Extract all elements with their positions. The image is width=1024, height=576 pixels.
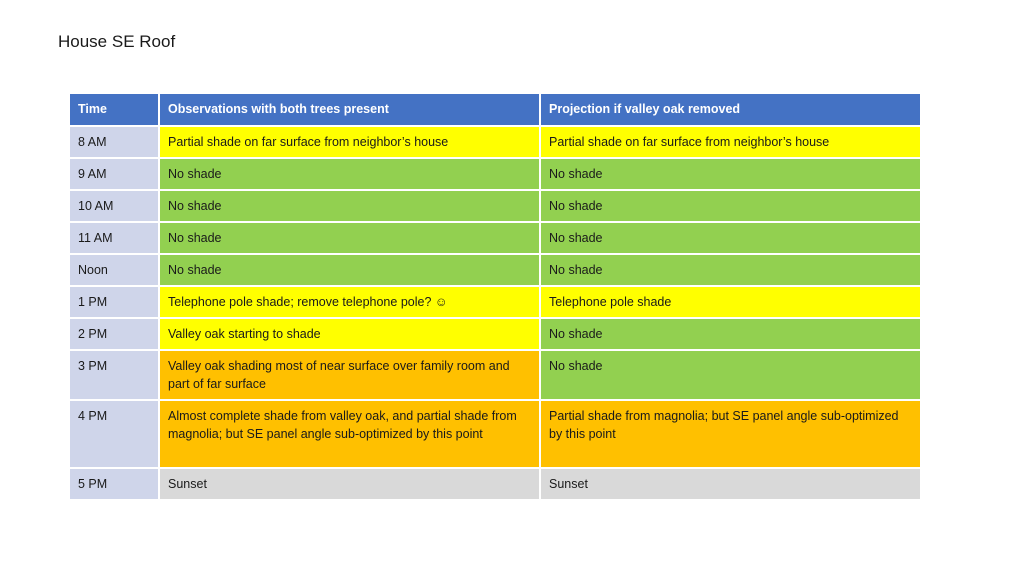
table-row bbox=[69, 126, 921, 158]
observation-cell: Telephone pole shade; remove telephone pole? ☺ bbox=[159, 286, 540, 318]
table-row bbox=[69, 400, 921, 468]
observation-cell: Partial shade on far surface from neighbor’s house bbox=[159, 126, 540, 158]
time-cell: Noon bbox=[69, 254, 159, 286]
table-row bbox=[69, 318, 921, 350]
table-row bbox=[69, 468, 921, 500]
projection-cell: Partial shade on far surface from neighbor’s house bbox=[540, 126, 921, 158]
table-row bbox=[69, 222, 921, 254]
projection-cell: No shade bbox=[540, 222, 921, 254]
projection-cell: Telephone pole shade bbox=[540, 286, 921, 318]
observation-cell: No shade bbox=[159, 254, 540, 286]
projection-cell: Partial shade from magnolia; but SE panel angle sub-optimized by this point bbox=[540, 400, 921, 468]
time-cell: 9 AM bbox=[69, 158, 159, 190]
projection-cell: No shade bbox=[540, 190, 921, 222]
table-row bbox=[69, 190, 921, 222]
time-cell: 4 PM bbox=[69, 400, 159, 468]
projection-cell: No shade bbox=[540, 254, 921, 286]
projection-cell: Sunset bbox=[540, 468, 921, 500]
time-cell: 11 AM bbox=[69, 222, 159, 254]
observation-cell: Valley oak starting to shade bbox=[159, 318, 540, 350]
time-cell: 3 PM bbox=[69, 350, 159, 400]
time-cell: 10 AM bbox=[69, 190, 159, 222]
shade-table bbox=[68, 94, 922, 501]
observation-cell: No shade bbox=[159, 158, 540, 190]
projection-cell: No shade bbox=[540, 158, 921, 190]
header-projection: Projection if valley oak removed bbox=[540, 94, 921, 126]
table-header-row bbox=[69, 94, 921, 126]
table-row bbox=[69, 350, 921, 400]
time-cell: 1 PM bbox=[69, 286, 159, 318]
observation-cell: Valley oak shading most of near surface over family room and part of far surface bbox=[159, 350, 540, 400]
observation-cell: No shade bbox=[159, 222, 540, 254]
time-cell: 8 AM bbox=[69, 126, 159, 158]
projection-cell: No shade bbox=[540, 350, 921, 400]
table-row bbox=[69, 286, 921, 318]
projection-cell: No shade bbox=[540, 318, 921, 350]
observation-cell: No shade bbox=[159, 190, 540, 222]
header-observations: Observations with both trees present bbox=[159, 94, 540, 126]
time-cell: 2 PM bbox=[69, 318, 159, 350]
table-row bbox=[69, 158, 921, 190]
time-cell: 5 PM bbox=[69, 468, 159, 500]
header-time: Time bbox=[69, 94, 159, 126]
slide-title: House SE Roof bbox=[58, 32, 176, 51]
observation-cell: Sunset bbox=[159, 468, 540, 500]
observation-cell: Almost complete shade from valley oak, and partial shade from magnolia; but SE panel angle sub-optimized by this point bbox=[159, 400, 540, 468]
table-row bbox=[69, 254, 921, 286]
